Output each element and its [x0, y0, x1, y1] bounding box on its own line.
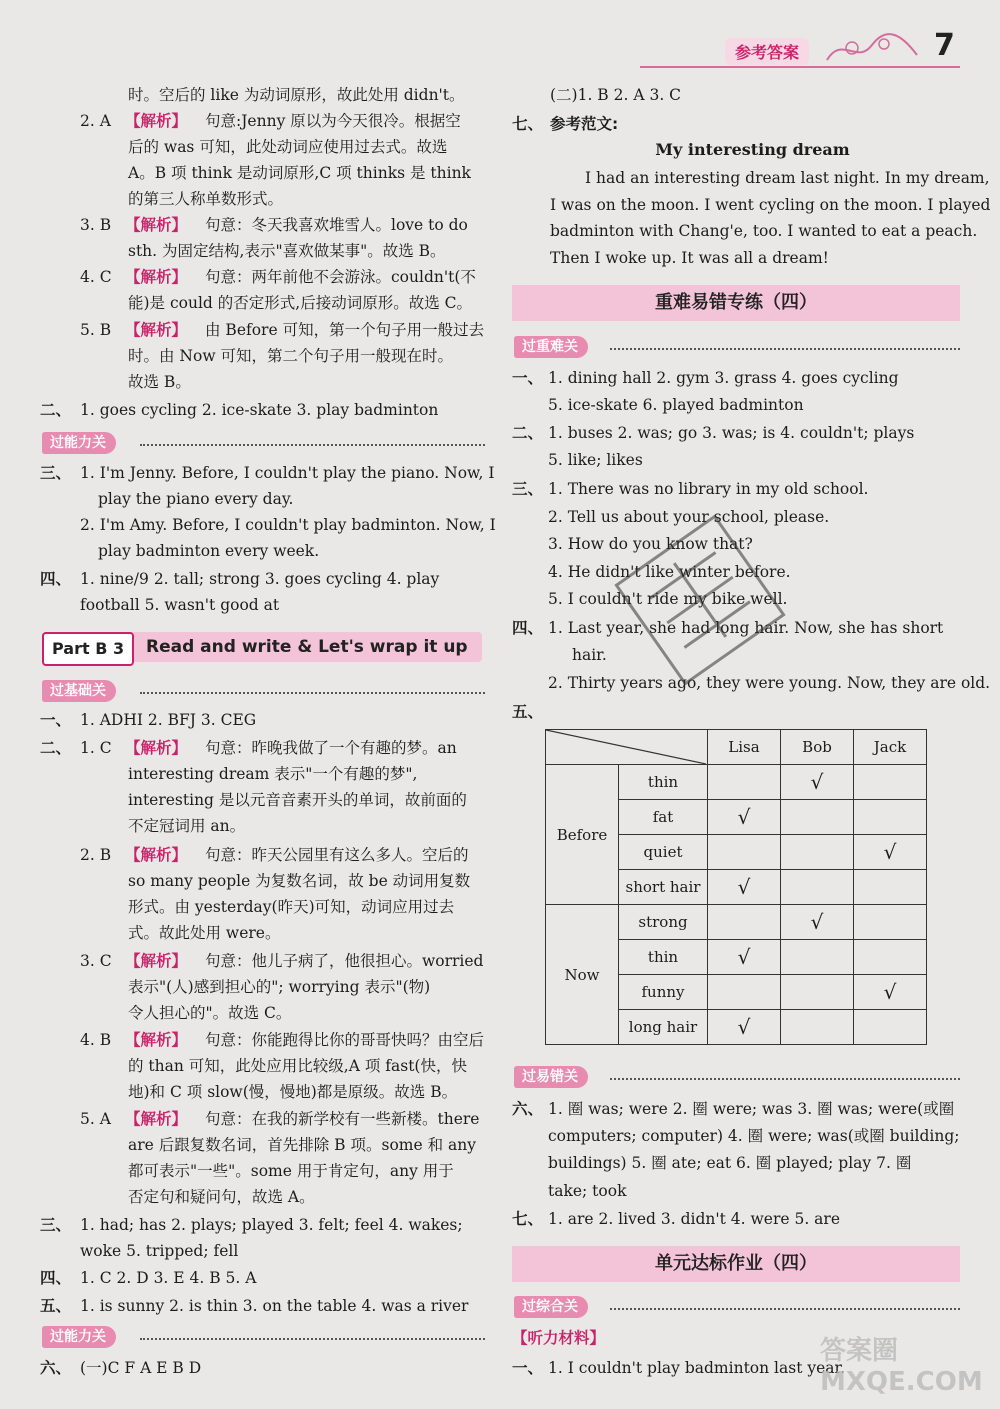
section-marker: 五、	[40, 1297, 72, 1315]
check-mark: √	[854, 975, 927, 1010]
text-line: computers; computer) 4. 圈 were; was(或圈 building;	[548, 1127, 960, 1145]
text-line: 1. 圈 was; were 2. 圈 were; was 3. 圈 was; were(或圈	[548, 1100, 955, 1118]
text-line: 1. Last year, she had long hair. Now, she has short	[548, 619, 944, 637]
text-line: 1. C 2. D 3. E 4. B 5. A	[80, 1269, 257, 1287]
text-line: 由 Before 可知，第一个句子用一般过去	[205, 321, 485, 339]
part-b3-title: Read and write & Let's wrap it up	[146, 637, 468, 657]
section-marker: 四、	[40, 1269, 72, 1287]
analysis-tag: 【解析】	[125, 1030, 188, 1049]
text-line: 1. I couldn't play badminton last year.	[548, 1359, 846, 1377]
section-marker: 二、	[40, 401, 72, 419]
text-line: A。B 项 think 是动词原形,C 项 thinks 是 think	[128, 164, 471, 182]
section-marker: 五、	[512, 703, 544, 721]
text-line: 句意：两年前他不会游泳。couldn't(不	[205, 268, 476, 286]
group-now: Now	[546, 905, 619, 1045]
cell	[708, 765, 781, 800]
listening-material-heading: 【听力材料】	[512, 1328, 606, 1347]
cell	[781, 975, 854, 1010]
text-line: 1. dining hall 2. gym 3. grass 4. goes cycling	[548, 369, 899, 387]
item-number: 4. B	[80, 1031, 112, 1049]
text-line: 1. I'm Jenny. Before, I couldn't play the piano. Now, I	[80, 464, 495, 482]
analysis-tag: 【解析】	[125, 1109, 188, 1128]
dotted-rule	[610, 1078, 960, 1080]
section-marker: 二、	[40, 739, 72, 757]
text-line: play badminton every week.	[98, 542, 320, 560]
row-label: strong	[619, 905, 708, 940]
analysis-tag: 【解析】	[125, 320, 188, 339]
text-line: interesting dream 表示"一个有趣的梦",	[128, 765, 418, 783]
item-number: 1. C	[80, 739, 112, 757]
section-marker: 三、	[512, 480, 544, 498]
section-marker: 七、	[512, 115, 544, 133]
page-number: 7	[934, 28, 955, 63]
cell	[708, 835, 781, 870]
text-line: 句意：在我的新学校有一些新楼。there	[205, 1110, 480, 1128]
section-marker: 七、	[512, 1210, 544, 1228]
dotted-rule	[140, 692, 485, 694]
cell	[854, 905, 927, 940]
cell	[854, 800, 927, 835]
row-label: quiet	[619, 835, 708, 870]
text-line: 1. goes cycling 2. ice-skate 3. play badminton	[80, 401, 439, 419]
check-mark: √	[854, 835, 927, 870]
key-points-pill: 过重难关	[514, 336, 588, 358]
text-line: 1. are 2. lived 3. didn't 4. were 5. are	[548, 1210, 840, 1228]
text-line: 5. I couldn't ride my bike well.	[548, 590, 788, 608]
comparison-table	[545, 729, 927, 1045]
section-marker: 一、	[40, 711, 72, 729]
text-line: 表示"(人)感到担心的"; worrying 表示"(物)	[128, 978, 431, 996]
check-mark: √	[708, 800, 781, 835]
section-marker: 六、	[512, 1100, 544, 1118]
analysis-tag: 【解析】	[125, 951, 188, 970]
text-line: 4. He didn't like winter before.	[548, 563, 791, 581]
analysis-tag: 【解析】	[125, 738, 188, 757]
diagonal-line	[546, 730, 706, 764]
text-line: 1. nine/9 2. tall; strong 3. goes cycling 4. play	[80, 570, 440, 588]
text-line: 句意：昨晚我做了一个有趣的梦。an	[205, 739, 457, 757]
cell	[854, 1010, 927, 1045]
cell	[781, 1010, 854, 1045]
essay-title: My interesting dream	[655, 140, 850, 159]
text-line: football 5. wasn't good at	[80, 596, 280, 614]
check-mark: √	[708, 940, 781, 975]
text-line: 1. buses 2. was; go 3. was; is 4. couldn't; plays	[548, 424, 915, 442]
cell	[781, 940, 854, 975]
text-line: 句意:Jenny 原以为今天很冷。根据空	[205, 112, 461, 130]
text-line: 的 than 可知，此处应用比较级,A 项 fast(快，快	[128, 1057, 467, 1075]
text-line: 式。故此处用 were。	[128, 924, 281, 942]
item-number: 5. A	[80, 1110, 111, 1128]
row-label: short hair	[619, 870, 708, 905]
text-line: 形式。由 yesterday(昨天)可知，动词应用过去	[128, 898, 455, 916]
cell	[781, 835, 854, 870]
table-row	[546, 765, 927, 800]
cell	[781, 870, 854, 905]
text-line: 时。由 Now 可知，第二个句子用一般现在时。	[128, 347, 454, 365]
text-line: hair.	[572, 646, 607, 664]
cell	[708, 905, 781, 940]
text-line: 3. How do you know that?	[548, 535, 753, 553]
text-line: interesting 是以元音音素开头的单词，故前面的	[128, 791, 467, 809]
text-line: woke 5. tripped; fell	[80, 1242, 239, 1260]
dotted-rule	[140, 1338, 485, 1340]
section-marker: 二、	[512, 424, 544, 442]
item-number: 3. C	[80, 952, 112, 970]
text-line: 2. I'm Amy. Before, I couldn't play badminton. Now, I	[80, 516, 496, 534]
row-label: fat	[619, 800, 708, 835]
cell	[781, 800, 854, 835]
decorative-swirl-icon	[822, 30, 922, 70]
section-banner: 单元达标作业（四）	[512, 1246, 960, 1282]
section-marker: 四、	[512, 619, 544, 637]
analysis-tag: 【解析】	[125, 215, 188, 234]
item-number: 5. B	[80, 321, 112, 339]
essay-line: badminton with Chang'e, too. I wanted to eat a peach.	[550, 222, 978, 240]
table-header-row	[546, 730, 927, 765]
part-b3-banner	[42, 632, 482, 662]
text-line: 否定句和疑问句，故选 A。	[128, 1188, 315, 1206]
section-marker: 一、	[512, 369, 544, 387]
header-rule	[640, 66, 960, 68]
item-number: 2. A	[80, 112, 111, 130]
dotted-rule	[140, 444, 485, 446]
diagonal-header-cell	[546, 730, 708, 765]
col-header-lisa: Lisa	[708, 730, 781, 765]
basics-pill: 过基础关	[42, 680, 116, 702]
text-line: 故选 B。	[128, 373, 191, 391]
analysis-tag: 【解析】	[125, 845, 188, 864]
text-line: (二)1. B 2. A 3. C	[550, 86, 682, 104]
text-line: sth. 为固定结构,表示"喜欢做某事"。故选 B。	[128, 242, 446, 260]
text-line: 令人担心的"。故选 C。	[128, 1004, 292, 1022]
text-line: take; took	[548, 1182, 627, 1200]
cell	[854, 940, 927, 975]
cell	[854, 870, 927, 905]
essay-line: Then I woke up. It was all a dream!	[550, 249, 829, 267]
text-line: 不定冠词用 an。	[128, 817, 246, 835]
check-mark: √	[781, 905, 854, 940]
table-row	[546, 905, 927, 940]
error-prone-pill: 过易错关	[514, 1066, 588, 1088]
row-label: long hair	[619, 1010, 708, 1045]
text-line: 地)和 C 项 slow(慢，慢地)都是原级。故选 B。	[128, 1083, 458, 1101]
dotted-rule	[610, 1308, 960, 1310]
section-marker: 三、	[40, 464, 72, 482]
text-line: 1. is sunny 2. is thin 3. on the table 4. was a river	[80, 1297, 469, 1315]
text-line: 句意：你能跑得比你的哥哥快吗？由空后	[205, 1031, 485, 1049]
section-marker: 六、	[40, 1359, 72, 1377]
ability-pill: 过能力关	[42, 432, 116, 454]
text-line: play the piano every day.	[98, 490, 294, 508]
check-mark: √	[708, 870, 781, 905]
analysis-tag: 【解析】	[125, 267, 188, 286]
text-line: 1. There was no library in my old school.	[548, 480, 869, 498]
text-line: 1. ADHI 2. BFJ 3. CEG	[80, 711, 257, 729]
text-line: so many people 为复数名词，故 be 动词用复数	[128, 872, 471, 890]
item-number: 4. C	[80, 268, 112, 286]
text-line: are 后跟复数名词，首先排除 B 项。some 和 any	[128, 1136, 476, 1154]
text-line: 句意：冬天我喜欢堆雪人。love to do	[205, 216, 468, 234]
text-line: (一)C F A E B D	[80, 1359, 202, 1377]
row-label: thin	[619, 765, 708, 800]
text-line: 后的 was 可知，此处动词应使用过去式。故选	[128, 138, 448, 156]
item-number: 2. B	[80, 846, 112, 864]
part-b3-tab: Part B 3	[42, 632, 134, 666]
row-label: thin	[619, 940, 708, 975]
text-line: 都可表示"一些"。some 用于肯定句，any 用于	[128, 1162, 454, 1180]
essay-line: I was on the moon. I went cycling on the moon. I played	[550, 196, 991, 214]
sample-essay-heading: 参考范文:	[550, 115, 619, 133]
text-line: 2. Thirty years ago, they were young. Now, they are old.	[548, 674, 991, 692]
ability-pill: 过能力关	[42, 1326, 116, 1348]
col-header-jack: Jack	[854, 730, 927, 765]
col-header-bob: Bob	[781, 730, 854, 765]
answer-key-label: 参考答案	[725, 38, 809, 65]
text-line: 的第三人称单数形式。	[128, 190, 284, 208]
text-line: buildings) 5. 圈 ate; eat 6. 圈 played; play 7. 圈	[548, 1154, 912, 1172]
row-label: funny	[619, 975, 708, 1010]
cell	[708, 975, 781, 1010]
text-line: 能)是 could 的否定形式,后接动词原形。故选 C。	[128, 294, 472, 312]
text-line: 句意：他儿子病了，他很担心。worried	[205, 952, 484, 970]
text-line: 5. like; likes	[548, 451, 643, 469]
essay-line: I had an interesting dream last night. In my dream,	[585, 169, 990, 187]
dotted-rule	[610, 348, 960, 350]
section-marker: 四、	[40, 570, 72, 588]
check-mark: √	[781, 765, 854, 800]
analysis-tag: 【解析】	[125, 111, 188, 130]
check-mark: √	[708, 1010, 781, 1045]
cell	[854, 765, 927, 800]
section-banner: 重难易错专练（四）	[512, 285, 960, 321]
text-line: 句意：昨天公园里有这么多人。空后的	[205, 846, 469, 864]
section-marker: 一、	[512, 1359, 544, 1377]
text-line: 1. had; has 2. plays; played 3. felt; feel 4. wakes;	[80, 1216, 463, 1234]
text-line: 2. Tell us about your school, please.	[548, 508, 830, 526]
item-number: 3. B	[80, 216, 112, 234]
watermark: 答案圈 MXQE.COM	[820, 1336, 983, 1397]
text-line: 5. ice-skate 6. played badminton	[548, 396, 804, 414]
comprehensive-pill: 过综合关	[514, 1296, 588, 1318]
group-before: Before	[546, 765, 619, 905]
section-marker: 三、	[40, 1216, 72, 1234]
text-line: 时。空后的 like 为动词原形，故此处用 didn't。	[128, 86, 465, 104]
